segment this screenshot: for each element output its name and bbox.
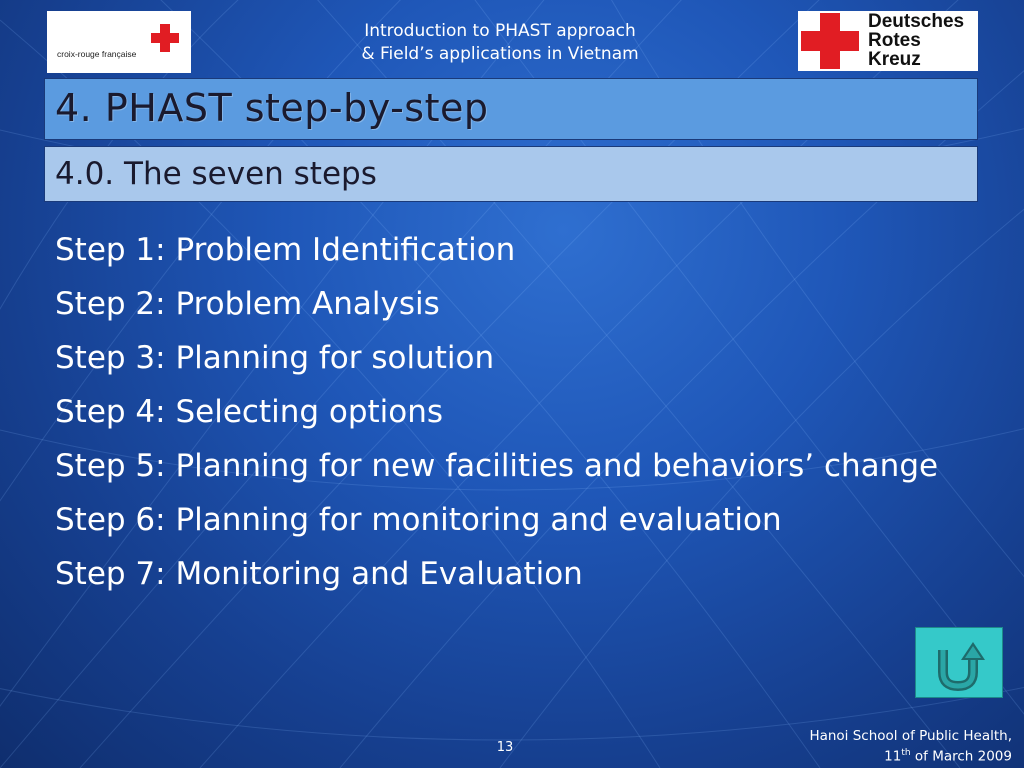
slide-subtitle: 4.0. The seven steps xyxy=(55,156,377,192)
croix-rouge-logo xyxy=(47,11,191,73)
deutsches-rotes-kreuz-logo xyxy=(798,11,978,71)
slide-title: 4. PHAST step-by-step xyxy=(55,86,489,130)
institution-name: Hanoi School of Public Health, xyxy=(809,728,1012,744)
drk-logo-text xyxy=(868,12,964,69)
header-line-1: Introduction to PHAST approach xyxy=(364,21,636,41)
date-rest: of March 2009 xyxy=(910,748,1012,765)
footer-date xyxy=(809,745,1012,766)
drk-line-2: Rotes xyxy=(868,30,921,51)
steps-list xyxy=(55,230,955,608)
step-item: Step 3: Planning for solution xyxy=(55,340,495,376)
subtitle-bar xyxy=(44,146,978,202)
u-turn-arrow-icon xyxy=(916,628,1002,697)
header-line-2: & Field’s applications in Vietnam xyxy=(361,44,639,64)
step-item: Step 7: Monitoring and Evaluation xyxy=(55,556,583,592)
croix-rouge-logo-text: croix-rouge française xyxy=(57,49,137,59)
date-suffix: th xyxy=(901,748,911,758)
step-item: Step 2: Problem Analysis xyxy=(55,286,440,322)
slide-number: 13 xyxy=(496,740,514,755)
step-item: Step 4: Selecting options xyxy=(55,394,444,430)
presentation-header xyxy=(260,20,740,66)
step-item: Step 6: Planning for monitoring and evaluation xyxy=(55,502,782,538)
drk-line-3: Kreuz xyxy=(868,49,921,70)
red-cross-icon xyxy=(801,13,859,69)
footer-institution xyxy=(809,728,1012,766)
step-item: Step 1: Problem Identification xyxy=(55,232,516,268)
date-day: 11 xyxy=(884,748,902,765)
title-bar xyxy=(44,78,978,140)
return-button[interactable] xyxy=(915,627,1003,698)
red-cross-icon xyxy=(149,22,181,54)
step-item: Step 5: Planning for new facilities and behaviors’ change xyxy=(55,448,939,484)
drk-line-1: Deutsches xyxy=(868,11,965,32)
